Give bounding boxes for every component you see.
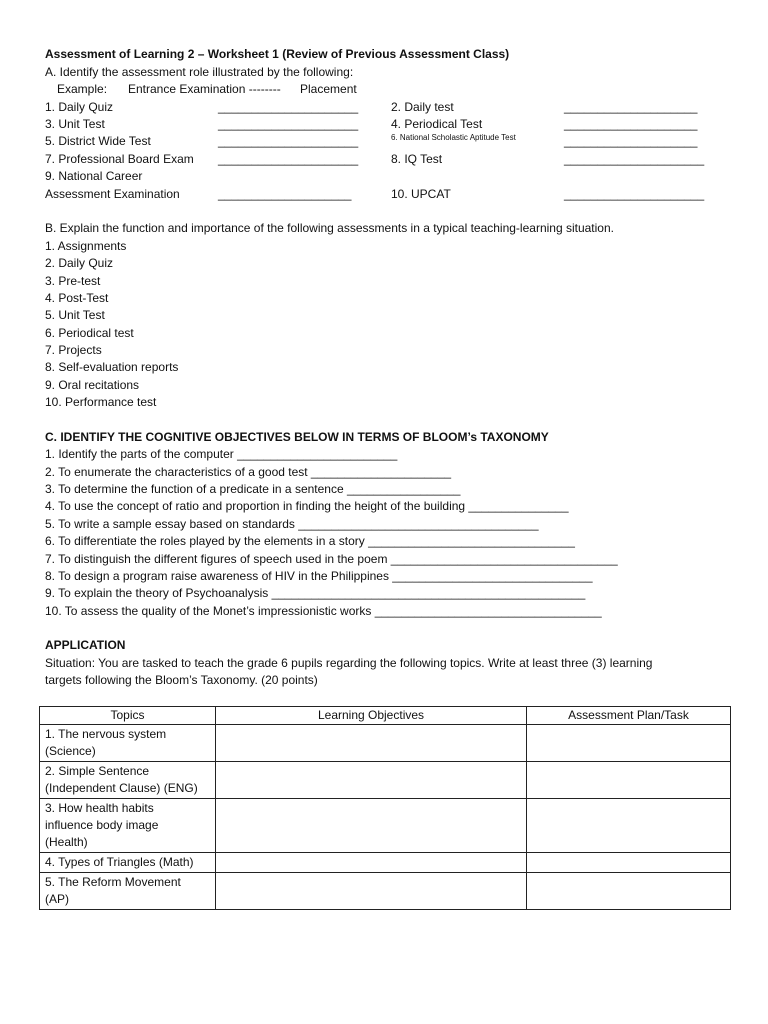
answer-blank[interactable]: _____________________ <box>564 152 705 166</box>
column-header: Learning Objectives <box>216 707 527 725</box>
answer-blank[interactable]: ____________________ <box>218 187 352 201</box>
table-row <box>40 799 731 853</box>
objectives-cell[interactable] <box>216 873 527 910</box>
list-item: 1. Identify the parts of the computer ________________________ <box>45 447 398 461</box>
topic-line: (Independent Clause) (ENG) <box>45 781 198 795</box>
topic-line: 1. The nervous system <box>45 727 167 741</box>
table-row <box>40 762 731 799</box>
list-item: 2. Daily Quiz <box>45 256 114 270</box>
answer-blank[interactable]: ____________________ <box>564 134 698 148</box>
topic-line: (Health) <box>45 835 88 849</box>
topic-cell <box>40 853 216 873</box>
section-c-heading: C. IDENTIFY THE COGNITIVE OBJECTIVES BELOW IN TERMS OF BLOOM’s TAXONOMY <box>45 430 549 444</box>
list-item: 8. To design a program raise awareness of HIV in the Philippines ______________________________ <box>45 569 593 583</box>
list-item: 9. To explain the theory of Psychoanalysis _______________________________________________ <box>45 586 586 600</box>
column-header: Assessment Plan/Task <box>527 707 731 725</box>
topic-line: 4. Types of Triangles (Math) <box>45 855 194 869</box>
assessment-cell[interactable] <box>527 873 731 910</box>
item-label: 3. Unit Test <box>45 117 105 131</box>
item-label: Assessment Examination <box>45 187 180 201</box>
assessment-cell[interactable] <box>527 725 731 762</box>
application-heading: APPLICATION <box>45 638 126 652</box>
example-answer: Placement <box>300 82 357 96</box>
situation-text: Situation: You are tasked to teach the grade 6 pupils regarding the following topics. Write at least three (3) learning <box>45 656 653 670</box>
list-item: 1. Assignments <box>45 239 127 253</box>
list-item: 2. To enumerate the characteristics of a good test _____________________ <box>45 465 452 479</box>
objectives-cell[interactable] <box>216 725 527 762</box>
item-label: 4. Periodical Test <box>391 117 483 131</box>
list-item: 4. To use the concept of ratio and proportion in finding the height of the building _______________ <box>45 499 569 513</box>
answer-blank[interactable]: _____________________ <box>564 187 705 201</box>
topic-cell <box>40 762 216 799</box>
topic-cell <box>40 799 216 853</box>
assessment-cell[interactable] <box>527 762 731 799</box>
topic-line: (AP) <box>45 892 69 906</box>
assessment-cell[interactable] <box>527 853 731 873</box>
topic-line: influence body image <box>45 818 159 832</box>
item-label: 6. National Scholastic Aptitude Test <box>391 133 516 142</box>
answer-blank[interactable]: ____________________ <box>564 100 698 114</box>
answer-blank[interactable]: ____________________ <box>564 117 698 131</box>
item-label: 7. Professional Board Exam <box>45 152 194 166</box>
table-row <box>40 873 731 910</box>
objectives-cell[interactable] <box>216 853 527 873</box>
answer-blank[interactable]: _____________________ <box>218 134 359 148</box>
table-row <box>40 853 731 873</box>
list-item: 7. To distinguish the different figures of speech used in the poem __________________________________ <box>45 552 618 566</box>
item-label: 8. IQ Test <box>391 152 443 166</box>
item-label: 1. Daily Quiz <box>45 100 114 114</box>
item-label: 9. National Career <box>45 169 143 183</box>
answer-blank[interactable]: _____________________ <box>218 117 359 131</box>
list-item: 3. Pre-test <box>45 274 101 288</box>
answer-blank[interactable]: _____________________ <box>218 100 359 114</box>
topic-line: 3. How health habits <box>45 801 154 815</box>
column-header: Topics <box>40 707 216 725</box>
list-item: 8. Self-evaluation reports <box>45 360 179 374</box>
list-item: 6. Periodical test <box>45 326 134 340</box>
objectives-cell[interactable] <box>216 799 527 853</box>
worksheet-title: Assessment of Learning 2 – Worksheet 1 (Review of Previous Assessment Class) <box>45 47 510 61</box>
item-label: 10. UPCAT <box>391 187 451 201</box>
assessment-cell[interactable] <box>527 799 731 853</box>
list-item: 3. To determine the function of a predicate in a sentence _________________ <box>45 482 461 496</box>
list-item: 5. To write a sample essay based on standards ____________________________________ <box>45 517 539 531</box>
objectives-cell[interactable] <box>216 762 527 799</box>
answer-blank[interactable]: _____________________ <box>218 152 359 166</box>
table-header-row <box>40 707 731 725</box>
list-item: 4. Post-Test <box>45 291 109 305</box>
learning-plan-table <box>39 706 731 910</box>
list-item: 5. Unit Test <box>45 308 105 322</box>
item-label: 5. District Wide Test <box>45 134 151 148</box>
example-text: Entrance Examination -------- <box>128 82 281 96</box>
list-item: 10. To assess the quality of the Monet’s impressionistic works __________________________________ <box>45 604 602 618</box>
list-item: 7. Projects <box>45 343 102 357</box>
list-item: 9. Oral recitations <box>45 378 140 392</box>
topic-cell <box>40 873 216 910</box>
list-item: 6. To differentiate the roles played by the elements in a story _______________________________ <box>45 534 575 548</box>
topic-line: (Science) <box>45 744 96 758</box>
example-label: Example: <box>57 82 108 96</box>
list-item: 10. Performance test <box>45 395 157 409</box>
table-row <box>40 725 731 762</box>
topic-line: 5. The Reform Movement <box>45 875 181 889</box>
topic-line: 2. Simple Sentence <box>45 764 150 778</box>
section-b-heading: B. Explain the function and importance of the following assessments in a typical teaching-learning situation. <box>45 221 614 235</box>
situation-text: targets following the Bloom’s Taxonomy. (20 points) <box>45 673 318 687</box>
section-a-heading: A. Identify the assessment role illustrated by the following: <box>45 65 354 79</box>
item-label: 2. Daily test <box>391 100 454 114</box>
topic-cell <box>40 725 216 762</box>
